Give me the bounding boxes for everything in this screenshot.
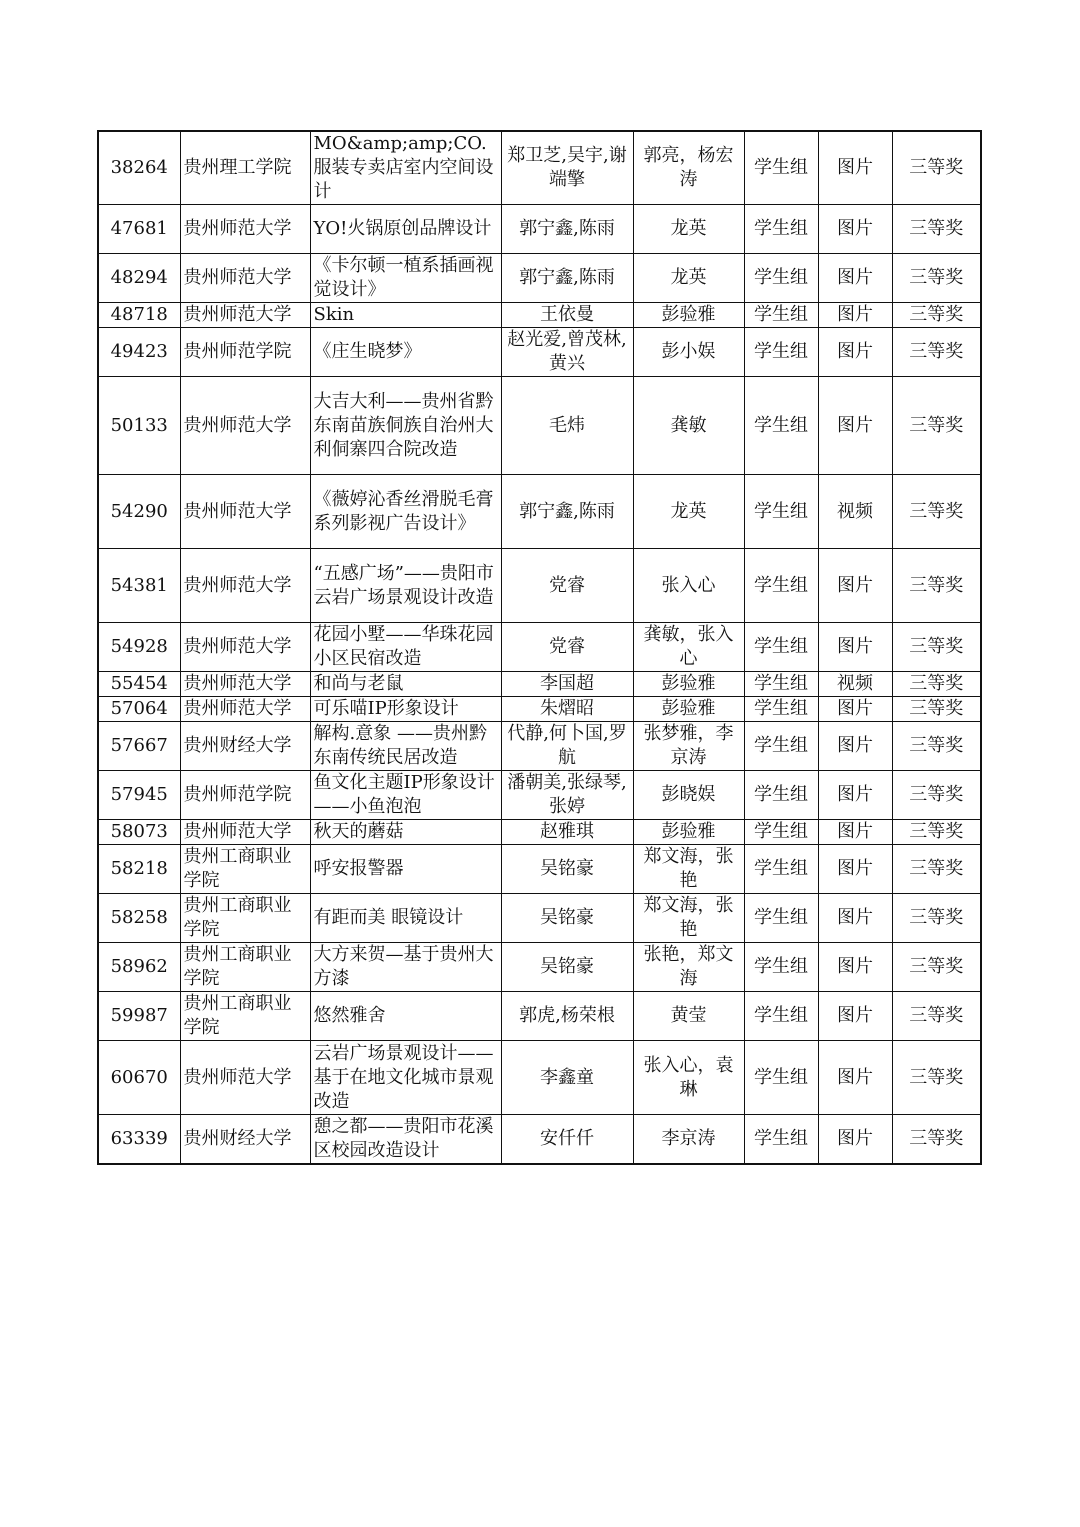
work-title-cell: MO&amp;amp;CO.服装专卖店室内空间设计 bbox=[310, 131, 501, 205]
work-title-cell: 云岩广场景观设计——基于在地文化城市景观改造 bbox=[310, 1041, 501, 1115]
group-cell: 学生组 bbox=[744, 943, 818, 992]
group-cell: 学生组 bbox=[744, 992, 818, 1041]
award-cell: 三等奖 bbox=[892, 623, 981, 672]
award-cell: 三等奖 bbox=[892, 672, 981, 697]
work-id-cell: 58962 bbox=[98, 943, 180, 992]
group-cell: 学生组 bbox=[744, 623, 818, 672]
advisor-cell: 郑文海，张艳 bbox=[633, 845, 744, 894]
work-title-cell: 大吉大利——贵州省黔东南苗族侗族自治州大利侗寨四合院改造 bbox=[310, 377, 501, 475]
advisor-cell: 彭验雅 bbox=[633, 697, 744, 722]
work-title-cell: 鱼文化主题IP形象设计——小鱼泡泡 bbox=[310, 771, 501, 820]
authors-cell: 郭宁鑫,陈雨 bbox=[501, 254, 633, 303]
authors-cell: 王依曼 bbox=[501, 303, 633, 328]
table-row bbox=[98, 672, 981, 697]
work-id-cell: 54381 bbox=[98, 549, 180, 623]
advisor-cell: 龚敏 bbox=[633, 377, 744, 475]
table-row bbox=[98, 771, 981, 820]
work-type-cell: 图片 bbox=[818, 131, 892, 205]
work-type-cell: 图片 bbox=[818, 303, 892, 328]
work-type-cell: 图片 bbox=[818, 992, 892, 1041]
table-body bbox=[98, 131, 981, 1164]
work-title-cell: 秋天的蘑菇 bbox=[310, 820, 501, 845]
award-cell: 三等奖 bbox=[892, 475, 981, 549]
advisor-cell: 龙英 bbox=[633, 475, 744, 549]
authors-cell: 赵光爱,曾茂林,黄兴 bbox=[501, 328, 633, 377]
work-id-cell: 47681 bbox=[98, 205, 180, 254]
work-id-cell: 58218 bbox=[98, 845, 180, 894]
advisor-cell: 黄莹 bbox=[633, 992, 744, 1041]
work-id-cell: 48294 bbox=[98, 254, 180, 303]
school-cell: 贵州工商职业学院 bbox=[180, 992, 310, 1041]
advisor-cell: 张艳，郑文海 bbox=[633, 943, 744, 992]
work-id-cell: 50133 bbox=[98, 377, 180, 475]
work-title-cell: Skin bbox=[310, 303, 501, 328]
school-cell: 贵州师范大学 bbox=[180, 1041, 310, 1115]
award-cell: 三等奖 bbox=[892, 771, 981, 820]
authors-cell: 党睿 bbox=[501, 623, 633, 672]
table-row bbox=[98, 992, 981, 1041]
school-cell: 贵州师范大学 bbox=[180, 672, 310, 697]
work-type-cell: 图片 bbox=[818, 549, 892, 623]
table-row bbox=[98, 205, 981, 254]
group-cell: 学生组 bbox=[744, 254, 818, 303]
school-cell: 贵州财经大学 bbox=[180, 1115, 310, 1165]
award-cell: 三等奖 bbox=[892, 549, 981, 623]
work-id-cell: 48718 bbox=[98, 303, 180, 328]
school-cell: 贵州师范学院 bbox=[180, 771, 310, 820]
group-cell: 学生组 bbox=[744, 771, 818, 820]
award-list-table bbox=[97, 130, 982, 1165]
school-cell: 贵州师范大学 bbox=[180, 820, 310, 845]
group-cell: 学生组 bbox=[744, 377, 818, 475]
award-cell: 三等奖 bbox=[892, 992, 981, 1041]
work-title-cell: 《薇婷沁香丝滑脱毛膏系列影视广告设计》 bbox=[310, 475, 501, 549]
work-title-cell: 有距而美 眼镜设计 bbox=[310, 894, 501, 943]
group-cell: 学生组 bbox=[744, 1041, 818, 1115]
award-cell: 三等奖 bbox=[892, 943, 981, 992]
group-cell: 学生组 bbox=[744, 328, 818, 377]
work-id-cell: 60670 bbox=[98, 1041, 180, 1115]
work-id-cell: 58258 bbox=[98, 894, 180, 943]
authors-cell: 郭宁鑫,陈雨 bbox=[501, 205, 633, 254]
school-cell: 贵州师范大学 bbox=[180, 377, 310, 475]
table-row bbox=[98, 623, 981, 672]
group-cell: 学生组 bbox=[744, 672, 818, 697]
school-cell: 贵州师范大学 bbox=[180, 205, 310, 254]
advisor-cell: 郭亮，杨宏涛 bbox=[633, 131, 744, 205]
award-cell: 三等奖 bbox=[892, 205, 981, 254]
work-title-cell: 大方来贺—基于贵州大方漆 bbox=[310, 943, 501, 992]
table-row bbox=[98, 894, 981, 943]
award-cell: 三等奖 bbox=[892, 697, 981, 722]
work-type-cell: 图片 bbox=[818, 328, 892, 377]
school-cell: 贵州工商职业学院 bbox=[180, 894, 310, 943]
award-cell: 三等奖 bbox=[892, 131, 981, 205]
work-title-cell: 《庄生晓梦》 bbox=[310, 328, 501, 377]
award-cell: 三等奖 bbox=[892, 722, 981, 771]
school-cell: 贵州师范学院 bbox=[180, 328, 310, 377]
table-row bbox=[98, 131, 981, 205]
school-cell: 贵州工商职业学院 bbox=[180, 943, 310, 992]
work-title-cell: 《卡尔顿一植系插画视觉设计》 bbox=[310, 254, 501, 303]
work-type-cell: 图片 bbox=[818, 820, 892, 845]
school-cell: 贵州理工学院 bbox=[180, 131, 310, 205]
authors-cell: 潘朝美,张绿琴,张婷 bbox=[501, 771, 633, 820]
authors-cell: 安仟仟 bbox=[501, 1115, 633, 1165]
advisor-cell: 彭验雅 bbox=[633, 303, 744, 328]
group-cell: 学生组 bbox=[744, 205, 818, 254]
authors-cell: 代静,何卜国,罗航 bbox=[501, 722, 633, 771]
table-row bbox=[98, 845, 981, 894]
award-cell: 三等奖 bbox=[892, 303, 981, 328]
school-cell: 贵州师范大学 bbox=[180, 549, 310, 623]
table-row bbox=[98, 1041, 981, 1115]
authors-cell: 吴铭豪 bbox=[501, 894, 633, 943]
award-cell: 三等奖 bbox=[892, 894, 981, 943]
group-cell: 学生组 bbox=[744, 1115, 818, 1165]
advisor-cell: 龚敏，张入心 bbox=[633, 623, 744, 672]
advisor-cell: 张入心，袁琳 bbox=[633, 1041, 744, 1115]
table-row bbox=[98, 820, 981, 845]
school-cell: 贵州师范大学 bbox=[180, 303, 310, 328]
work-title-cell: YO!火锅原创品牌设计 bbox=[310, 205, 501, 254]
school-cell: 贵州师范大学 bbox=[180, 475, 310, 549]
group-cell: 学生组 bbox=[744, 820, 818, 845]
award-cell: 三等奖 bbox=[892, 328, 981, 377]
work-id-cell: 63339 bbox=[98, 1115, 180, 1165]
work-type-cell: 图片 bbox=[818, 1115, 892, 1165]
authors-cell: 李国超 bbox=[501, 672, 633, 697]
work-id-cell: 38264 bbox=[98, 131, 180, 205]
group-cell: 学生组 bbox=[744, 131, 818, 205]
table-row bbox=[98, 254, 981, 303]
award-cell: 三等奖 bbox=[892, 820, 981, 845]
work-id-cell: 57064 bbox=[98, 697, 180, 722]
work-id-cell: 59987 bbox=[98, 992, 180, 1041]
work-type-cell: 图片 bbox=[818, 205, 892, 254]
group-cell: 学生组 bbox=[744, 722, 818, 771]
award-cell: 三等奖 bbox=[892, 1115, 981, 1165]
authors-cell: 党睿 bbox=[501, 549, 633, 623]
work-id-cell: 57945 bbox=[98, 771, 180, 820]
advisor-cell: 龙英 bbox=[633, 254, 744, 303]
work-id-cell: 54290 bbox=[98, 475, 180, 549]
group-cell: 学生组 bbox=[744, 303, 818, 328]
advisor-cell: 龙英 bbox=[633, 205, 744, 254]
work-type-cell: 视频 bbox=[818, 475, 892, 549]
group-cell: 学生组 bbox=[744, 845, 818, 894]
work-title-cell: 憩之都——贵阳市花溪区校园改造设计 bbox=[310, 1115, 501, 1165]
award-cell: 三等奖 bbox=[892, 377, 981, 475]
advisor-cell: 张梦雅，李京涛 bbox=[633, 722, 744, 771]
work-title-cell: 可乐喵IP形象设计 bbox=[310, 697, 501, 722]
work-type-cell: 图片 bbox=[818, 623, 892, 672]
award-cell: 三等奖 bbox=[892, 1041, 981, 1115]
advisor-cell: 彭晓娱 bbox=[633, 771, 744, 820]
work-type-cell: 图片 bbox=[818, 377, 892, 475]
advisor-cell: 彭小娱 bbox=[633, 328, 744, 377]
award-cell: 三等奖 bbox=[892, 254, 981, 303]
school-cell: 贵州工商职业学院 bbox=[180, 845, 310, 894]
table-row bbox=[98, 1115, 981, 1165]
work-title-cell: “五感广场”——贵阳市云岩广场景观设计改造 bbox=[310, 549, 501, 623]
work-id-cell: 55454 bbox=[98, 672, 180, 697]
work-type-cell: 图片 bbox=[818, 943, 892, 992]
advisor-cell: 郑文海，张艳 bbox=[633, 894, 744, 943]
work-id-cell: 54928 bbox=[98, 623, 180, 672]
group-cell: 学生组 bbox=[744, 549, 818, 623]
school-cell: 贵州师范大学 bbox=[180, 623, 310, 672]
work-title-cell: 和尚与老鼠 bbox=[310, 672, 501, 697]
authors-cell: 郑卫芝,吴宇,谢端擎 bbox=[501, 131, 633, 205]
authors-cell: 吴铭豪 bbox=[501, 943, 633, 992]
group-cell: 学生组 bbox=[744, 697, 818, 722]
table-row bbox=[98, 549, 981, 623]
authors-cell: 吴铭豪 bbox=[501, 845, 633, 894]
group-cell: 学生组 bbox=[744, 894, 818, 943]
work-type-cell: 视频 bbox=[818, 672, 892, 697]
authors-cell: 毛炜 bbox=[501, 377, 633, 475]
group-cell: 学生组 bbox=[744, 475, 818, 549]
advisor-cell: 张入心 bbox=[633, 549, 744, 623]
work-type-cell: 图片 bbox=[818, 845, 892, 894]
table-row bbox=[98, 377, 981, 475]
school-cell: 贵州师范大学 bbox=[180, 697, 310, 722]
work-type-cell: 图片 bbox=[818, 254, 892, 303]
work-type-cell: 图片 bbox=[818, 894, 892, 943]
table-row bbox=[98, 303, 981, 328]
work-title-cell: 解构.意象 ——贵州黔东南传统民居改造 bbox=[310, 722, 501, 771]
work-id-cell: 58073 bbox=[98, 820, 180, 845]
authors-cell: 郭宁鑫,陈雨 bbox=[501, 475, 633, 549]
work-type-cell: 图片 bbox=[818, 771, 892, 820]
table-row bbox=[98, 722, 981, 771]
advisor-cell: 彭验雅 bbox=[633, 820, 744, 845]
work-title-cell: 花园小墅——华珠花园小区民宿改造 bbox=[310, 623, 501, 672]
advisor-cell: 李京涛 bbox=[633, 1115, 744, 1165]
authors-cell: 郭虎,杨荣根 bbox=[501, 992, 633, 1041]
table-row bbox=[98, 328, 981, 377]
work-type-cell: 图片 bbox=[818, 1041, 892, 1115]
authors-cell: 李鑫童 bbox=[501, 1041, 633, 1115]
work-id-cell: 49423 bbox=[98, 328, 180, 377]
table-row bbox=[98, 943, 981, 992]
authors-cell: 赵雅琪 bbox=[501, 820, 633, 845]
school-cell: 贵州师范大学 bbox=[180, 254, 310, 303]
work-type-cell: 图片 bbox=[818, 722, 892, 771]
advisor-cell: 彭验雅 bbox=[633, 672, 744, 697]
work-title-cell: 悠然雅舍 bbox=[310, 992, 501, 1041]
authors-cell: 朱熠昭 bbox=[501, 697, 633, 722]
table-row bbox=[98, 697, 981, 722]
work-id-cell: 57667 bbox=[98, 722, 180, 771]
work-type-cell: 图片 bbox=[818, 697, 892, 722]
work-title-cell: 呼安报警器 bbox=[310, 845, 501, 894]
table-row bbox=[98, 475, 981, 549]
school-cell: 贵州财经大学 bbox=[180, 722, 310, 771]
award-cell: 三等奖 bbox=[892, 845, 981, 894]
